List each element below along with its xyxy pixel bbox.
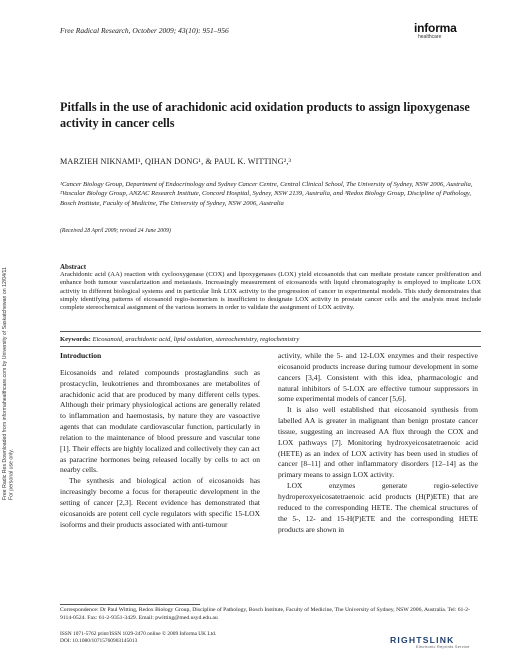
body-column-left: [60, 351, 260, 531]
abstract-heading: Abstract: [60, 263, 87, 271]
keywords-text: Eicosanoid, arachidonic acid, lipid oxidation, stereochemistry, regiochemistry: [92, 336, 300, 343]
abstract-bottom-rule: [60, 346, 481, 347]
body-column-right: [278, 351, 478, 535]
keywords-label: Keywords:: [60, 336, 91, 343]
publisher-logo-main: informa: [414, 21, 457, 35]
article-title: Pitfalls in the use of arachidonic acid oxidation products to assign lipoxygenase activity in cancer cells: [60, 100, 470, 130]
rightslink-logo[interactable]: [390, 635, 480, 649]
body-paragraph: The synthesis and biological action of eicosanoids has increasingly become a focus for therapeutic development in the setting of cancer [2,3]. Recent evidence has demonstrated that eicosanoids are potent cell cycle regulators with specific 15-LOX isoforms and their products associated with anti-tumour: [60, 476, 260, 529]
body-paragraph: It is also well established that eicosanoid synthesis from labelled AA is greater in malignant than benign prostate cancer tissue, suggesting an increased AA flux through the COX and LOX pathways [7]. Monitoring hydroxyeicosatetraenoic acid (HETE) as an index of LOX activity has been used in studies of cancer [8–11] and other inflammatory disorders [12–14] as the primary means to assign LOX activity.: [278, 405, 478, 480]
issn-line: ISSN 1071-5762 print/ISSN 1029-2470 online © 2009 Informa UK Ltd.: [60, 631, 217, 637]
issn-block: [60, 631, 216, 645]
doi-line[interactable]: DOI: 10.1080/10715760903145013: [60, 638, 138, 644]
publisher-logo-sub: healthcare: [418, 34, 442, 40]
affiliations: ¹Cancer Biology Group, Department of Endocrinology and Sydney Cancer Centre, Central Clinical School, The University of Sydney, NSW 2006, Australia, ²Vascular Biology Group, ANZAC Research Institute, Concord Hospital, Sydney, NSW 2139, Australia, and ³Redox Biology Group, Discipline of Pathology, Bosch Institute, Faculty of Medicine, The University of Sydney, NSW 2006, Australia: [60, 181, 473, 207]
publisher-logo[interactable]: [414, 22, 474, 40]
body-paragraph: Eicosanoids and related compounds prostaglandins such as prostacyclin, leukotrienes and thromboxanes are metabolites of arachidonic acid that are produced by many different cells types. Although their primary physiological actions are generally related to inflammation and haemostasis, by nature they are vasoactive agents that can modulate cardiovascular function, particularly in relation to the maintenance of blood pressure and vascular tone [1]. Their effects are highly localized and collectively they can act as paracrine hormones being released locally by cells to act on nearby cells.: [60, 367, 260, 475]
download-watermark-line-2: For personal use only.: [8, 449, 15, 500]
journal-citation: Free Radical Research, October 2009; 43(10): 951–956: [60, 26, 229, 35]
author-list: MARZIEH NIKNAMI¹, QIHAN DONG¹, & PAUL K. WITTING²,³: [60, 157, 292, 166]
keywords: [60, 336, 481, 344]
download-watermark: [2, 170, 16, 500]
received-dates: (Received 28 April 2009; revised 24 June 2009): [60, 228, 171, 234]
introduction-heading: Introduction: [60, 351, 102, 360]
correspondence-note: Correspondence: Dr Paul Witting, Redox Biology Group, Discipline of Pathology, Bosch Institute, Faculty of Medicine, The University of Sydney, NSW 2006, Australia. Tel: 61-2-9114-0524. Fax: 61-2-9351-3429. Email: pwitting@med.usyd.edu.au: [60, 607, 471, 621]
footnote-rule: [60, 604, 200, 605]
rightslink-logo-sub: Electronic Reprints Service: [416, 645, 470, 649]
body-paragraph: LOX enzymes generate regio-selective hydroperoxyeicosatetraenoic acid products (H(P)ETE) that are reduced to the corresponding HETE. The chemical structures of the 5-, 12- and 15-H(P)ETE and the corresponding HETE products are shown in: [278, 481, 478, 534]
download-watermark-line-1: Free Radic Res Downloaded from informahealthcare.com by University of Saskatchewan on 12/04/11: [2, 267, 8, 500]
rightslink-logo-main: RIGHTSLINK: [390, 635, 455, 645]
body-paragraph: activity, while the 5- and 12-LOX enzymes and their respective eicosanoid products increase during tumour development in some cancers [3,4]. Consistent with this idea, pharmacologic and natural inhibitors of 5-LOX are effective tumour suppressors in some experimental models of cancer [5,6].: [278, 351, 478, 404]
abstract-top-rule: [60, 331, 481, 332]
abstract-text: Arachidonic acid (AA) reaction with cyclooxygenase (COX) and lipoxygenases (LOX) yield eicosanoids that can mediate prostate cancer proliferation and enhance both tumour vascularization and metastasis. Increasingly measurement of eicosanoids with liquid chromatography is employed to implicate LOX activity in different biological systems and in particular link LOX activity to the progression of cancer in experimental models. This study demonstrates that simply identifying patterns of eicosanoid regio-isomerism is insufficient to designate LOX activity in prostate cancer cells and the analysis must include complete stereochemical assignment of the various isomers in order to validate the assignment of LOX activity.: [60, 271, 481, 312]
